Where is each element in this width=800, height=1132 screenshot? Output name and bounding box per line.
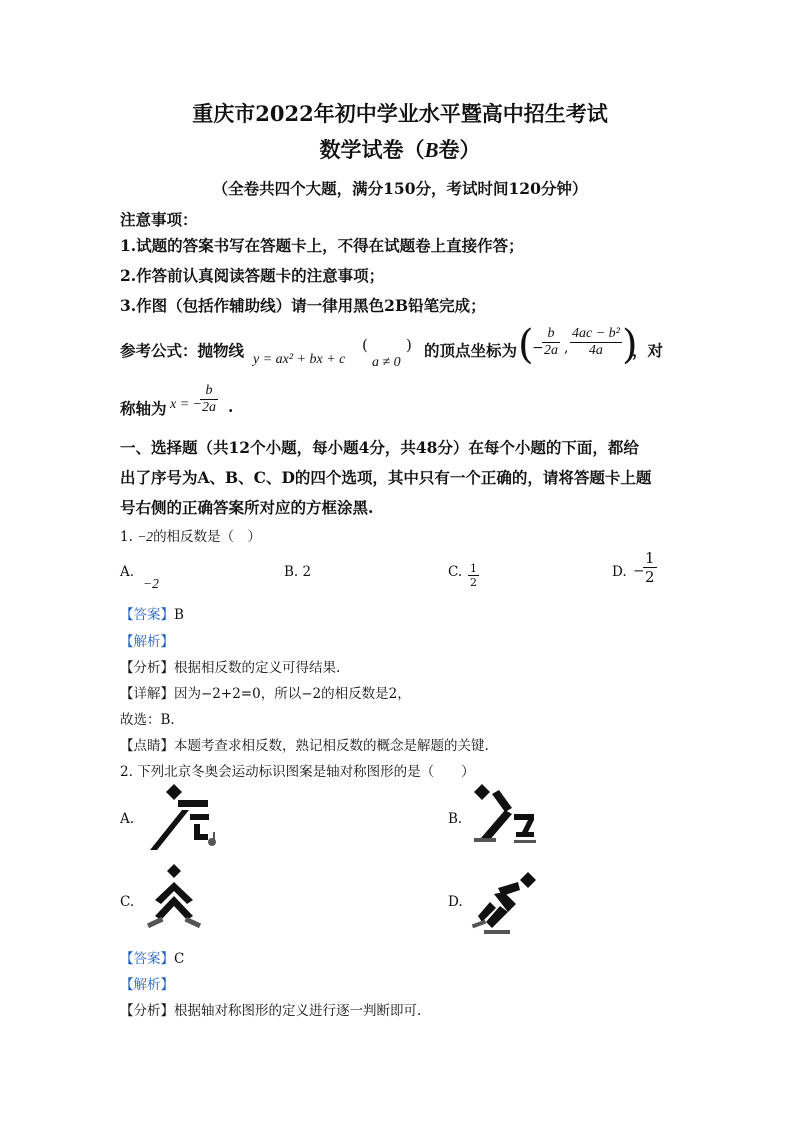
exam-info: （全卷共四个大题，满分150分，考试时间120分钟） (212, 179, 588, 198)
q2-option-b-label: B. (448, 811, 463, 827)
q1-answer: 【答案】B (120, 607, 184, 623)
section1-line: 号右侧的正确答案所对应的方框涂黑. (120, 498, 374, 517)
axis-expression: x = − (170, 397, 203, 412)
exam-subtitle: 数学试卷（B卷） (319, 137, 481, 162)
q2-option-d-pictogram (470, 872, 540, 938)
vertex-y-fraction: $\frac{\text{4ac − b²}}{4a}$ (572, 326, 620, 358)
q1-option-a-label: A. (120, 564, 135, 580)
axis-fraction: $\frac{b}{2a}$ (202, 383, 216, 415)
notes-heading: 注意事项： (120, 210, 198, 229)
vertex-comma: , (564, 340, 569, 356)
condition-open: ( (362, 336, 368, 354)
q1-option-d-label: D. (612, 564, 627, 580)
q1-dianjing: 【点睛】本题考查求相反数，熟记相反数的概念是解题的关键. (120, 738, 489, 754)
condition-expression: a ≠ 0 (372, 355, 401, 370)
q2-option-c-pictogram (145, 864, 207, 932)
q1-option-c-label: C. (448, 564, 463, 580)
q2-option-b-pictogram (470, 784, 542, 850)
q1-option-c-fraction: $\frac{1}{2}$ (470, 562, 477, 589)
condition-close: ) (406, 336, 412, 354)
axis-end: . (228, 397, 234, 416)
section1-line: 一、选择题（共12个小题，每小题4分，共48分）在每个小题的下面，都给 (120, 438, 639, 457)
vertex-x-fraction: $\frac{b}{2a}$ (544, 326, 558, 358)
q1-stem: 1. −2的相反数是（ ） (120, 529, 262, 545)
exam-title: 重庆市2022年初中学业水平暨高中招生考试 (192, 101, 608, 126)
vertex-left-paren: ( (518, 322, 534, 368)
parabola-expression: y = ax² + bx + c (253, 352, 346, 367)
formula-lead: 参考公式：抛物线 (120, 341, 245, 360)
q1-option-d-fraction: $\frac{1}{2}$ (645, 549, 655, 586)
section1-line: 出了序号为A、B、C、D的四个选项，其中只有一个正确的，请将答题卡上题 (120, 468, 652, 487)
q2-option-a-pictogram (140, 784, 222, 854)
q1-fenxi: 【分析】根据相反数的定义可得结果. (120, 660, 341, 676)
q2-option-d-label: D. (448, 894, 463, 910)
q1-option-a-value: −2 (143, 576, 159, 591)
q1-option-b: B. 2 (284, 564, 312, 580)
q1-xiangjie: 【详解】因为−2+2=0，所以−2的相反数是2， (120, 686, 411, 702)
q2-fenxi: 【分析】根据轴对称图形的定义进行逐一判断即可. (120, 1003, 422, 1019)
axis-lead: 称轴为 (120, 399, 167, 418)
q2-stem: 2. 下列北京冬奥会运动标识图案是轴对称图形的是（ ） (120, 764, 475, 780)
q1-option-d-sign: − (633, 563, 645, 579)
note-item: 1.试题的答案书写在答题卡上，不得在试题卷上直接作答； (120, 236, 524, 255)
vertex-x-sign: − (532, 340, 544, 356)
vertex-right-paren: ) (622, 322, 638, 368)
q2-answer: 【答案】C (120, 951, 185, 967)
formula-mid: 的顶点坐标为 (424, 341, 518, 360)
q2-option-a-label: A. (120, 811, 135, 827)
q2-option-c-label: C. (120, 894, 135, 910)
q2-analysis-tag: 【解析】 (120, 977, 174, 993)
q1-analysis-tag: 【解析】 (120, 634, 174, 650)
q1-guxuan: 故选：B. (120, 712, 175, 728)
formula-tail: ，对 (632, 341, 664, 360)
note-item: 2.作答前认真阅读答题卡的注意事项； (120, 266, 385, 285)
note-item: 3.作图（包括作辅助线）请一律用黑色2B铅笔完成； (120, 296, 486, 315)
